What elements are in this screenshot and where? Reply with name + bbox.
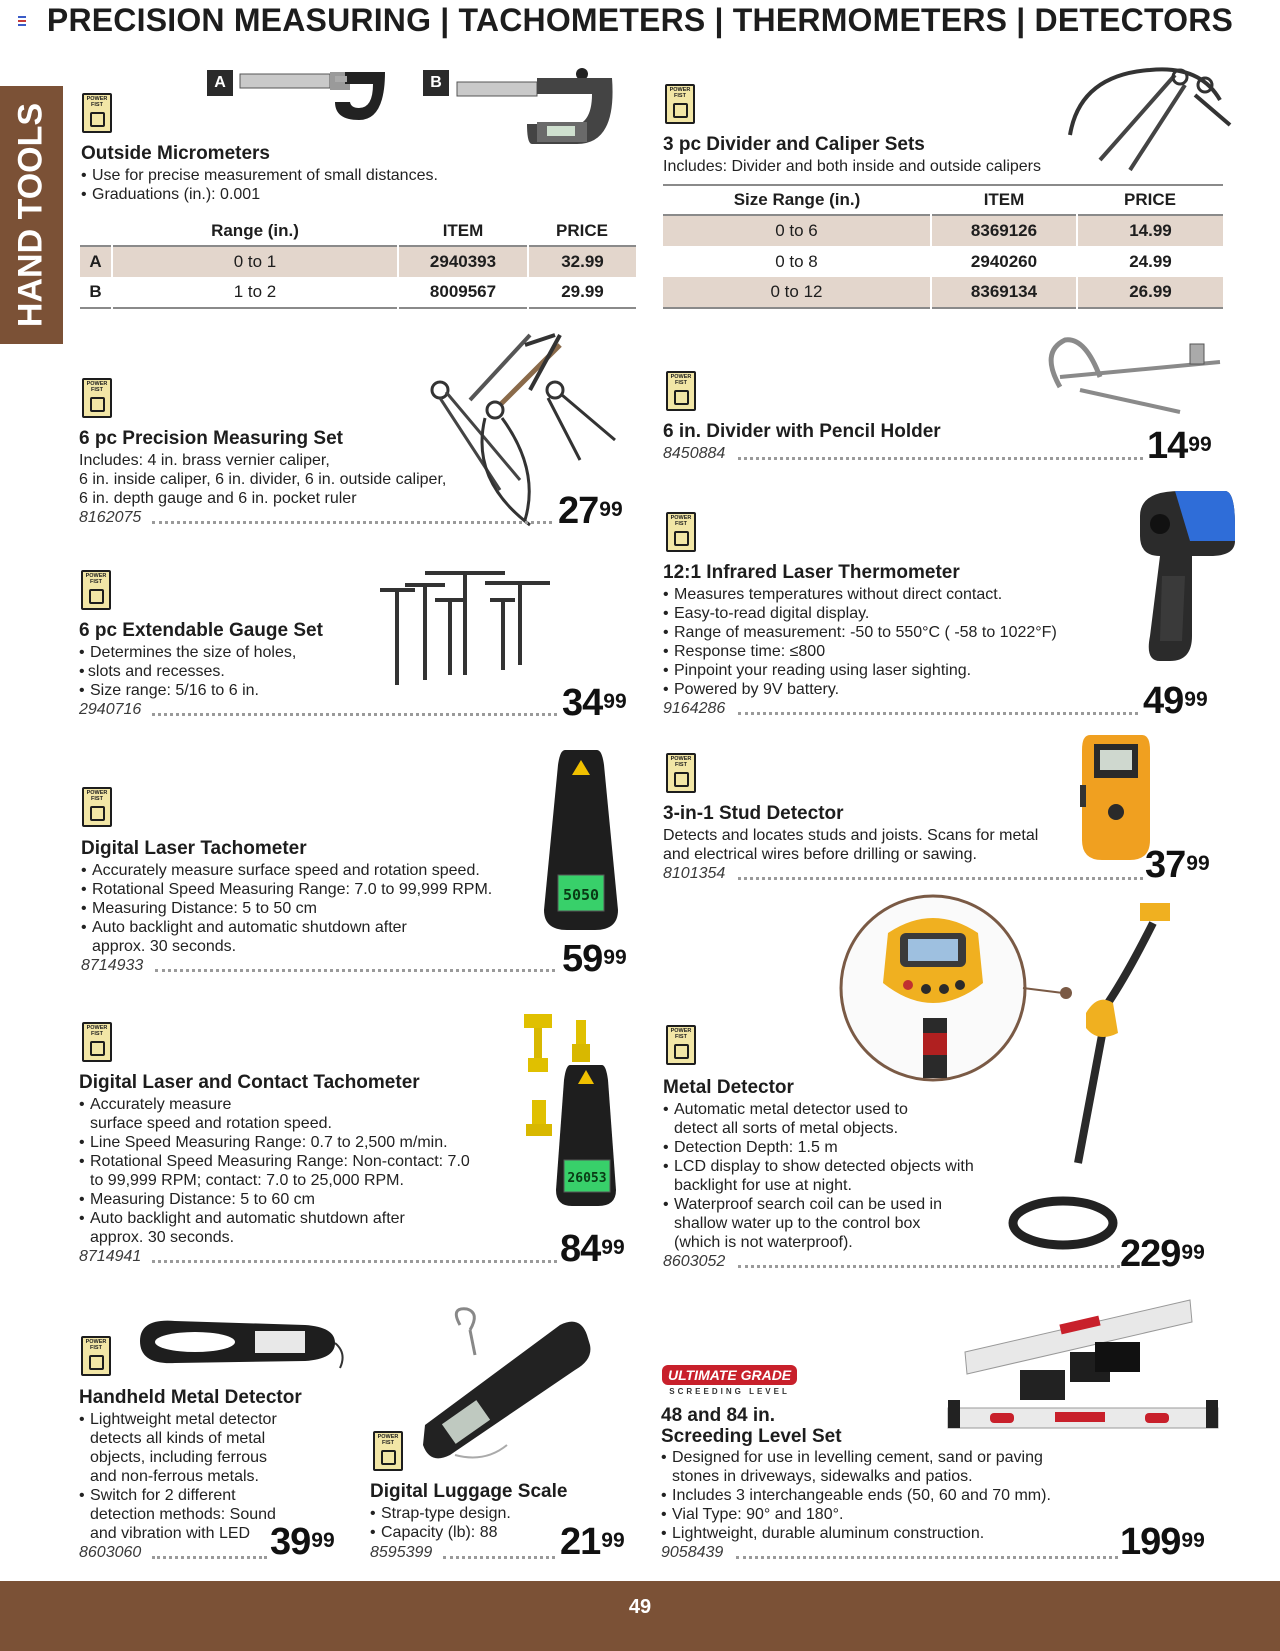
price-cell: 26.99 [1077,277,1223,308]
feature-item: • Size range: 5/16 to 6 in. [79,681,296,700]
feature-item: • Use for precise measurement of small distances. [81,166,438,185]
feature-item: • Measures temperatures without direct contact. [663,585,1057,604]
price-dollars: 39 [270,1521,311,1563]
item-number: 8714941 [79,1248,142,1265]
product-features [79,1095,470,1247]
product-name: Handheld Metal Detector [79,1387,302,1408]
price [1120,1523,1205,1561]
col-header: Size Range (in.) [733,190,861,209]
product-features [370,1504,511,1542]
feature-item: • Capacity (lb): 88 [370,1523,511,1542]
screeding-level-image [945,1290,1225,1440]
product-features [663,585,1057,699]
caliper-price-table [663,184,1223,309]
product-name: 6 in. Divider with Pencil Holder [663,421,941,442]
range-cell: 1 to 2 [112,277,398,308]
page-number: 49 [628,1596,652,1618]
handheld-detector-image [135,1313,345,1373]
product-name: 12:1 Infrared Laser Thermometer [663,562,960,583]
feature-item: • Response time: ≤800 [663,642,1057,661]
price [1147,427,1212,465]
micrometer-b-image [452,64,627,154]
feature-item: • Powered by 9V battery. [663,680,1057,699]
feature-item: • Line Speed Measuring Range: 0.7 to 2,500 m/min. [79,1133,470,1152]
feature-item: • Determines the size of holes, [79,643,296,662]
image-label-b: B [423,70,449,96]
price-cents: 99 [1181,1529,1205,1552]
luggage-scale-image [415,1305,595,1465]
feature-item: • Accurately measure surface speed and rotation speed. [81,861,492,880]
feature-item: detect all sorts of metal objects. [674,1120,899,1137]
feature-item: • Rotational Speed Measuring Range: Non-contact: 7.0 [79,1152,470,1171]
feature-item: approx. 30 seconds. [92,938,237,955]
price-cents: 99 [311,1529,335,1552]
table-row [80,277,636,308]
price [1120,1235,1205,1273]
price-dollars: 229 [1120,1233,1181,1275]
price-dollars: 59 [562,938,603,980]
micrometer-a-image [235,62,410,132]
dot-leader [152,521,552,524]
image-label-a: A [207,70,233,96]
item-cell: 2940260 [931,246,1077,277]
power-fist-logo: POWER FIST [82,93,112,133]
price-cents: 99 [603,690,627,713]
feature-item: • slots and recesses. [79,662,296,681]
price-dollars: 37 [1145,844,1186,886]
item-cell: 8369126 [931,215,1077,246]
power-fist-logo: POWER FIST [81,570,111,610]
price [1145,846,1210,884]
col-header: PRICE [556,220,608,240]
power-fist-logo: POWER FIST [666,512,696,552]
dot-leader [738,1265,1120,1268]
price-cents: 99 [1188,433,1212,456]
price-cents: 99 [601,1236,625,1259]
feature-item: objects, including ferrous [90,1449,267,1466]
feature-item: • Designed for use in levelling cement, sand or paving [661,1448,1051,1467]
table-row [663,246,1223,277]
product-features [663,1100,974,1252]
product-name: 6 pc Precision Measuring Set [79,428,343,449]
dot-leader [152,1556,267,1559]
product-features [81,861,492,956]
description-line: Detects and locates studs and joists. Scans for metal [663,827,1039,844]
price-dollars: 21 [560,1521,601,1563]
price-dollars: 49 [1143,680,1184,722]
item-cell: 2940393 [398,246,528,277]
feature-item: (which is not waterproof). [674,1234,853,1251]
feature-item: • Lightweight, durable aluminum construction. [661,1524,1051,1543]
range-cell: 0 to 6 [663,215,931,246]
price [1143,682,1208,720]
price-dollars: 199 [1120,1521,1181,1563]
price-cents: 99 [599,498,623,521]
dot-leader [738,712,1138,715]
item-number: 8595399 [370,1544,433,1561]
price-cell: 14.99 [1077,215,1223,246]
item-number: 2940716 [79,701,142,718]
feature-item: • Range of measurement: -50 to 550°C ( -58 to 1022°F) [663,623,1057,642]
feature-item: • Switch for 2 different [79,1486,277,1505]
table-row [663,215,1223,246]
power-fist-logo: POWER FIST [666,1025,696,1065]
category-tab [0,86,63,344]
product-name: Metal Detector [663,1077,794,1098]
item-number: 8603060 [79,1544,142,1561]
feature-item: • Waterproof search coil can be used in [663,1195,974,1214]
dot-leader [155,969,555,972]
feature-item: • Pinpoint your reading using laser sighting. [663,661,1057,680]
caliper-set-image [1060,55,1235,175]
dot-leader [738,457,1143,460]
col-header: ITEM [442,220,484,240]
table-row [80,246,636,277]
product-name-line: Screeding Level Set [661,1426,842,1447]
range-cell: 0 to 8 [663,246,931,277]
power-fist-logo: POWER FIST [81,1336,111,1376]
price [560,1230,625,1268]
price [558,492,623,530]
feature-item: stones in driveways, sidewalks and patios. [672,1468,973,1485]
price [560,1523,625,1561]
feature-item: • Measuring Distance: 5 to 50 cm [81,899,492,918]
product-name: Digital Laser and Contact Tachometer [79,1072,420,1093]
product-name: 3-in-1 Stud Detector [663,803,844,824]
stud-detector-image [1080,730,1152,865]
table-row [663,277,1223,308]
feature-item: • Auto backlight and automatic shutdown after [81,918,492,937]
laser-tachometer-image [540,745,622,935]
feature-item: detection methods: Sound [90,1506,276,1523]
price-dollars: 27 [558,490,599,532]
feature-item: surface speed and rotation speed. [90,1115,332,1132]
price [562,940,627,978]
product-description [79,451,446,508]
feature-item: • Detection Depth: 1.5 m [663,1138,974,1157]
dot-leader [443,1556,555,1559]
product-name-line: 48 and 84 in. [661,1405,776,1426]
dot-leader [736,1556,1118,1559]
product-name: 6 pc Extendable Gauge Set [79,620,323,641]
feature-item: • Measuring Distance: 5 to 60 cm [79,1190,470,1209]
dot-leader [738,877,1143,880]
power-fist-logo: POWER FIST [666,753,696,793]
price-cell: 29.99 [561,282,604,301]
price-cell: 24.99 [1129,251,1172,271]
contact-tachometer-image [520,1010,620,1210]
price [562,684,627,722]
price-cents: 99 [603,946,627,969]
item-cell: 8009567 [398,277,528,308]
product-name: Digital Laser Tachometer [81,838,307,859]
product-description [663,826,1038,864]
feature-item: to 99,999 RPM; contact: 7.0 to 25,000 RPM. [90,1172,404,1189]
feature-item: • LCD display to show detected objects with [663,1157,974,1176]
product-name [661,1405,842,1447]
feature-item: approx. 30 seconds. [90,1229,235,1246]
product-subtitle: Includes: Divider and both inside and outside calipers [663,158,1042,175]
thermometer-image [1130,486,1240,666]
power-fist-logo: POWER FIST [666,371,696,411]
category-label: HAND TOOLS [11,102,50,328]
price-cents: 99 [601,1529,625,1552]
product-features [79,643,296,700]
feature-item: detects all kinds of metal [90,1430,266,1447]
range-cell: 0 to 1 [112,246,398,277]
price-dollars: 84 [560,1228,601,1270]
item-number: 9164286 [663,700,726,717]
price-cell: 32.99 [528,246,636,277]
item-number: 8603052 [663,1253,726,1270]
price-cents: 99 [1184,688,1208,711]
power-fist-logo: POWER FIST [82,378,112,418]
item-number: 8162075 [79,509,142,526]
page-title: PRECISION MEASURING | TACHOMETERS | THERMOMETERS | DETECTORS [46,2,1234,38]
col-header [80,216,112,246]
feature-item: shallow water up to the control box [674,1215,921,1232]
item-number: 8714933 [81,957,144,974]
col-header: Range (in.) [211,220,299,240]
col-header: ITEM [983,190,1025,209]
dot-leader [152,713,557,716]
price-cents: 99 [1186,852,1210,875]
row-label: A [80,246,112,277]
power-fist-logo: POWER FIST [82,787,112,827]
feature-item: • Accurately measure [79,1095,470,1114]
item-cell: 8369134 [931,277,1077,308]
feature-item: • Auto backlight and automatic shutdown after [79,1209,470,1228]
description-line: 6 in. depth gauge and 6 in. pocket ruler [79,490,357,507]
feature-item: • Includes 3 interchangeable ends (50, 60 and 70 mm). [661,1486,1051,1505]
tach-display-text: 26053 [567,1171,607,1186]
ultimate-grade-logo: ULTIMATE GRADE SCREEDING LEVEL [662,1365,797,1396]
feature-item: backlight for use at night. [674,1177,852,1194]
description-line: and electrical wires before drilling or sawing. [663,846,977,863]
feature-item: • Lightweight metal detector [79,1410,277,1429]
product-name: 3 pc Divider and Caliper Sets [663,134,925,155]
price-cents: 99 [1181,1241,1205,1264]
gauge-set-image [375,565,555,690]
divider-pencil-image [1040,332,1230,422]
product-features [79,1410,277,1543]
feature-item: • Automatic metal detector used to [663,1100,974,1119]
product-name: Digital Luggage Scale [370,1481,568,1502]
feature-item: • Strap-type design. [370,1504,511,1523]
item-number: 8450884 [663,445,726,462]
tach-display-text: 5050 [562,886,600,904]
product-features [661,1448,1051,1543]
feature-item: and non-ferrous metals. [90,1468,259,1485]
product-features [81,166,438,204]
row-label: B [80,277,112,308]
feature-item: • Easy-to-read digital display. [663,604,1057,623]
description-line: 6 in. inside caliper, 6 in. divider, 6 in. outside caliper, [79,471,447,488]
power-fist-logo: POWER FIST [82,1022,112,1062]
price-dollars: 14 [1147,425,1188,467]
micrometer-price-table [80,216,636,309]
price [270,1523,335,1561]
feature-item: • Rotational Speed Measuring Range: 7.0 to 99,999 RPM. [81,880,492,899]
range-cell: 0 to 12 [663,277,931,308]
price-dollars: 34 [562,682,603,724]
feature-item: and vibration with LED [90,1525,251,1542]
description-line: Includes: 4 in. brass vernier caliper, [79,452,330,469]
product-name: Outside Micrometers [81,143,270,164]
power-fist-logo: POWER FIST [373,1431,403,1471]
dot-leader [152,1260,557,1263]
item-number: 9058439 [661,1544,724,1561]
power-fist-logo: POWER FIST [665,84,695,124]
feature-item: • Vial Type: 90° and 180°. [661,1505,1051,1524]
item-number: 8101354 [663,865,726,882]
feature-item: • Graduations (in.): 0.001 [81,185,438,204]
col-header: PRICE [1124,190,1176,209]
